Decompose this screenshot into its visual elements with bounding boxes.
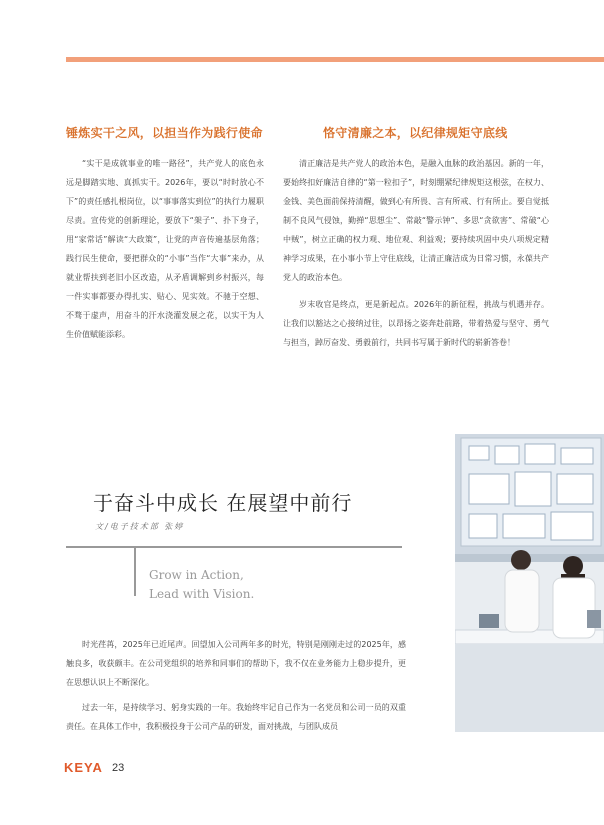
article-paragraph: 过去一年，是持续学习、躬身实践的一年。我始终牢记自己作为一名党员和公司一员的双重责任。在具体工作中，我积极投身于公司产品的研发，面对挑战，与团队成员: [66, 703, 406, 731]
subtitle-divider: [134, 548, 136, 596]
brand-logo: KEYA: [64, 760, 103, 775]
right-paragraph: 岁末收官是终点，更是新起点。2026年的新征程，挑战与机遇并存。让我们以豁达之心接纳过往，以昂扬之姿奔赴前路，带着热爱与坚守、勇气与担当，踔厉奋发、勇毅前行，共同书写属于新时代的崭新答卷！: [283, 300, 549, 347]
article-byline: 文/电子技术部 张婷: [95, 522, 185, 531]
article-headline: 于奋斗中成长 在展望中前行: [93, 491, 353, 515]
right-paragraph: 清正廉洁是共产党人的政治本色，是融入血脉的政治基因。新的一年，要始终扣好廉洁自律的“第一粒扣子”，时刻绷紧纪律规矩这根弦，在权力、金钱、美色面前保持清醒，做到心有所畏、言有所戒、行有所止。要自觉抵制不良风气侵蚀，勤掸“思想尘”、常敲“警示钟”、多思“贪欲害”、常破“心中贼”，树立正确的权力观、地位观、利益观；要持续巩固中央八项规定精神学习成果，在小事小节上守住底线，让清正廉洁成为日常习惯，永葆共产党人的政治本色。: [283, 159, 549, 282]
right-column-body: [283, 154, 549, 360]
article-paragraph: 时光荏苒，2025年已近尾声。回望加入公司两年多的时光，特别是刚刚走过的2025年，感触良多，收获颇丰。在公司党组织的培养和同事们的帮助下，我不仅在业务能力上稳步提升，更在思想认识上不断深化。: [66, 640, 406, 687]
right-column-title: 恪守清廉之本，以纪律规矩守底线: [323, 126, 508, 140]
subtitle-line: Grow in Action,: [149, 568, 244, 582]
headline-divider: [66, 546, 402, 548]
article-body: [66, 635, 406, 742]
header-accent-rule: [66, 57, 604, 62]
article-subtitle: [149, 566, 254, 604]
left-column-title: 锤炼实干之风，以担当作为践行使命: [66, 126, 263, 140]
left-column-body: [66, 154, 264, 352]
page-number: 23: [112, 762, 125, 774]
lab-photo: [455, 434, 604, 732]
left-paragraph: “实干是成就事业的唯一路径”，共产党人的底色永远是脚踏实地、真抓实干。2026年，要以“时时放心不下”的责任感扎根岗位，以“事事落实到位”的执行力履职尽责。宣传党的创新理论，要放下“架子”、扑下身子，用“家常话”解读“大政策”，让党的声音传遍基层角落；践行民生使命，要把群众的“小事”当作“大事”来办，从就业帮扶到老旧小区改造，从矛盾调解到乡村振兴，每一件实事都要办得扎实、贴心、见实效。不驰于空想、不骛于虚声，用奋斗的汗水浇灌发展之花，以实干为人生价值赋能添彩。: [66, 159, 264, 339]
subtitle-line: Lead with Vision.: [149, 587, 255, 601]
